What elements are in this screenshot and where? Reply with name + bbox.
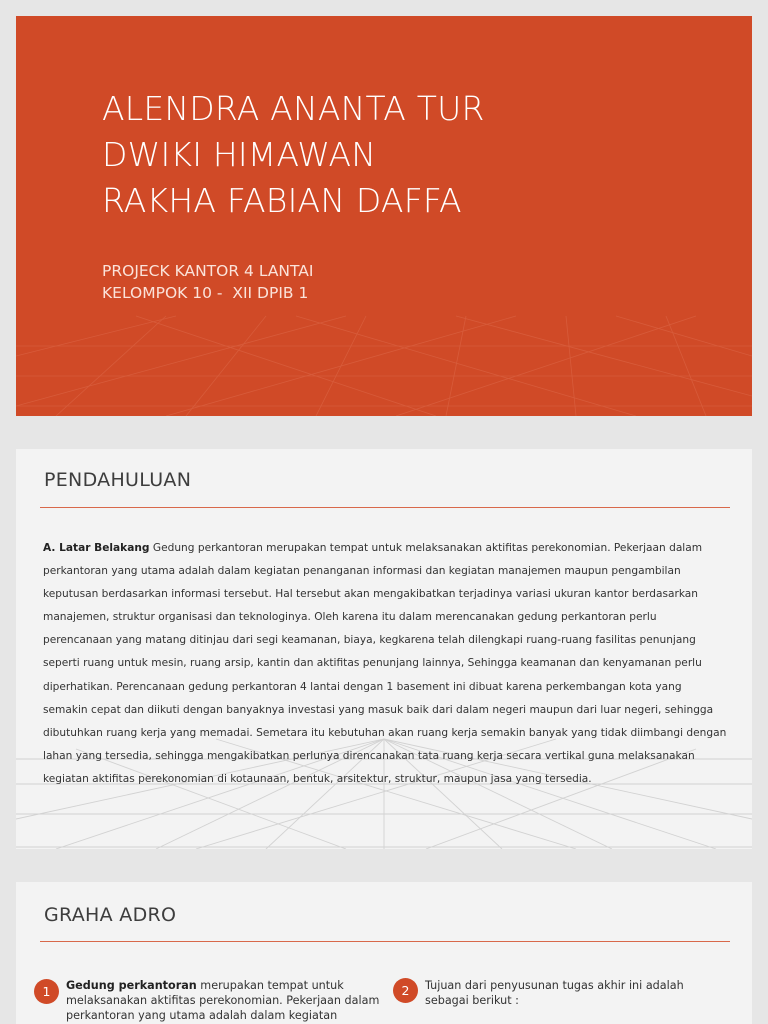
subtitle-line: KELOMPOK 10 - XII DPIB 1	[102, 284, 309, 302]
section-label: A. Latar Belakang	[43, 542, 150, 554]
intro-paragraph	[43, 537, 727, 791]
heading-divider	[40, 507, 730, 508]
list-item-body: merupakan tempat untuk melaksanakan aktifitas perekonomian. Pekerjaan dalam perkantoran yang utama adalah dalam kegiatan	[66, 979, 380, 1022]
section-heading: GRAHA ADRO	[44, 904, 177, 926]
heading-divider	[40, 941, 730, 942]
presenter-name: RAKHA FABIAN DAFFA	[102, 181, 462, 220]
list-number-badge: 1	[34, 979, 59, 1004]
section-heading: PENDAHULUAN	[44, 469, 192, 491]
list-number-badge: 2	[393, 978, 418, 1003]
title-subtitle	[102, 260, 313, 304]
intro-slide	[16, 449, 752, 849]
presenter-name: ALENDRA ANANTA TUR	[102, 89, 485, 128]
presenter-name: DWIKI HIMAWAN	[102, 135, 377, 174]
subtitle-line: PROJECK KANTOR 4 LANTAI	[102, 262, 314, 280]
list-item-text	[425, 978, 715, 1008]
graha-adro-slide	[16, 882, 752, 1024]
list-item-bold: Gedung perkantoran	[66, 979, 197, 992]
presenter-names	[102, 86, 485, 224]
intro-body-text: Gedung perkantoran merupakan tempat untuk melaksanakan aktifitas perekonomian. Pekerjaan dalam perkantoran yang utama adalah dalam kegiatan penanganan informasi dan kegiatan manajemen maupun pengambilan keputusan berdasarkan informasi tersebut. Hal tersebut akan mengakibatkan terjadinya variasi ukuran kantor berdasarkan manajemen, struktur organisasi dan teknologinya. Oleh karena itu dalam merencanakan gedung perkantoran perlu perencanaan yang matang ditinjau dari segi keamanan, biaya, kegkarena telah dilengkapi ruang-ruang fasilitas penunjang seperti ruang untuk mesin, ruang arsip, kantin dan aktifitas penunjang lainnya, Sehingga keamanan dan kenyamanan perlu diperhatikan. Perencanaan gedung perkantoran 4 lantai dengan 1 basement ini dibuat karena perkembangan kota yang semakin cepat dan diikuti dengan banyaknya investasi yang masuk baik dari dalam negeri maupun dari luar negeri, sehingga dibutuhkan ruang kerja yang memadai. Semetara itu kebutuhan akan ruang kerja semakin banyak yang tidak diimbangi dengan lahan yang tersedia, sehingga mengakibatkan perlunya direncanakan tata ruang kerja secara vertikal guna melaksanakan kegiatan aktifitas perekonomian di kotaunaan, bentuk, arsitektur, struktur, maupun jasa yang tersedia.	[43, 542, 727, 785]
list-item-text	[66, 978, 384, 1023]
list-item-body: Tujuan dari penyusunan tugas akhir ini adalah sebagai berikut :	[425, 979, 684, 1007]
title-slide	[16, 16, 752, 416]
